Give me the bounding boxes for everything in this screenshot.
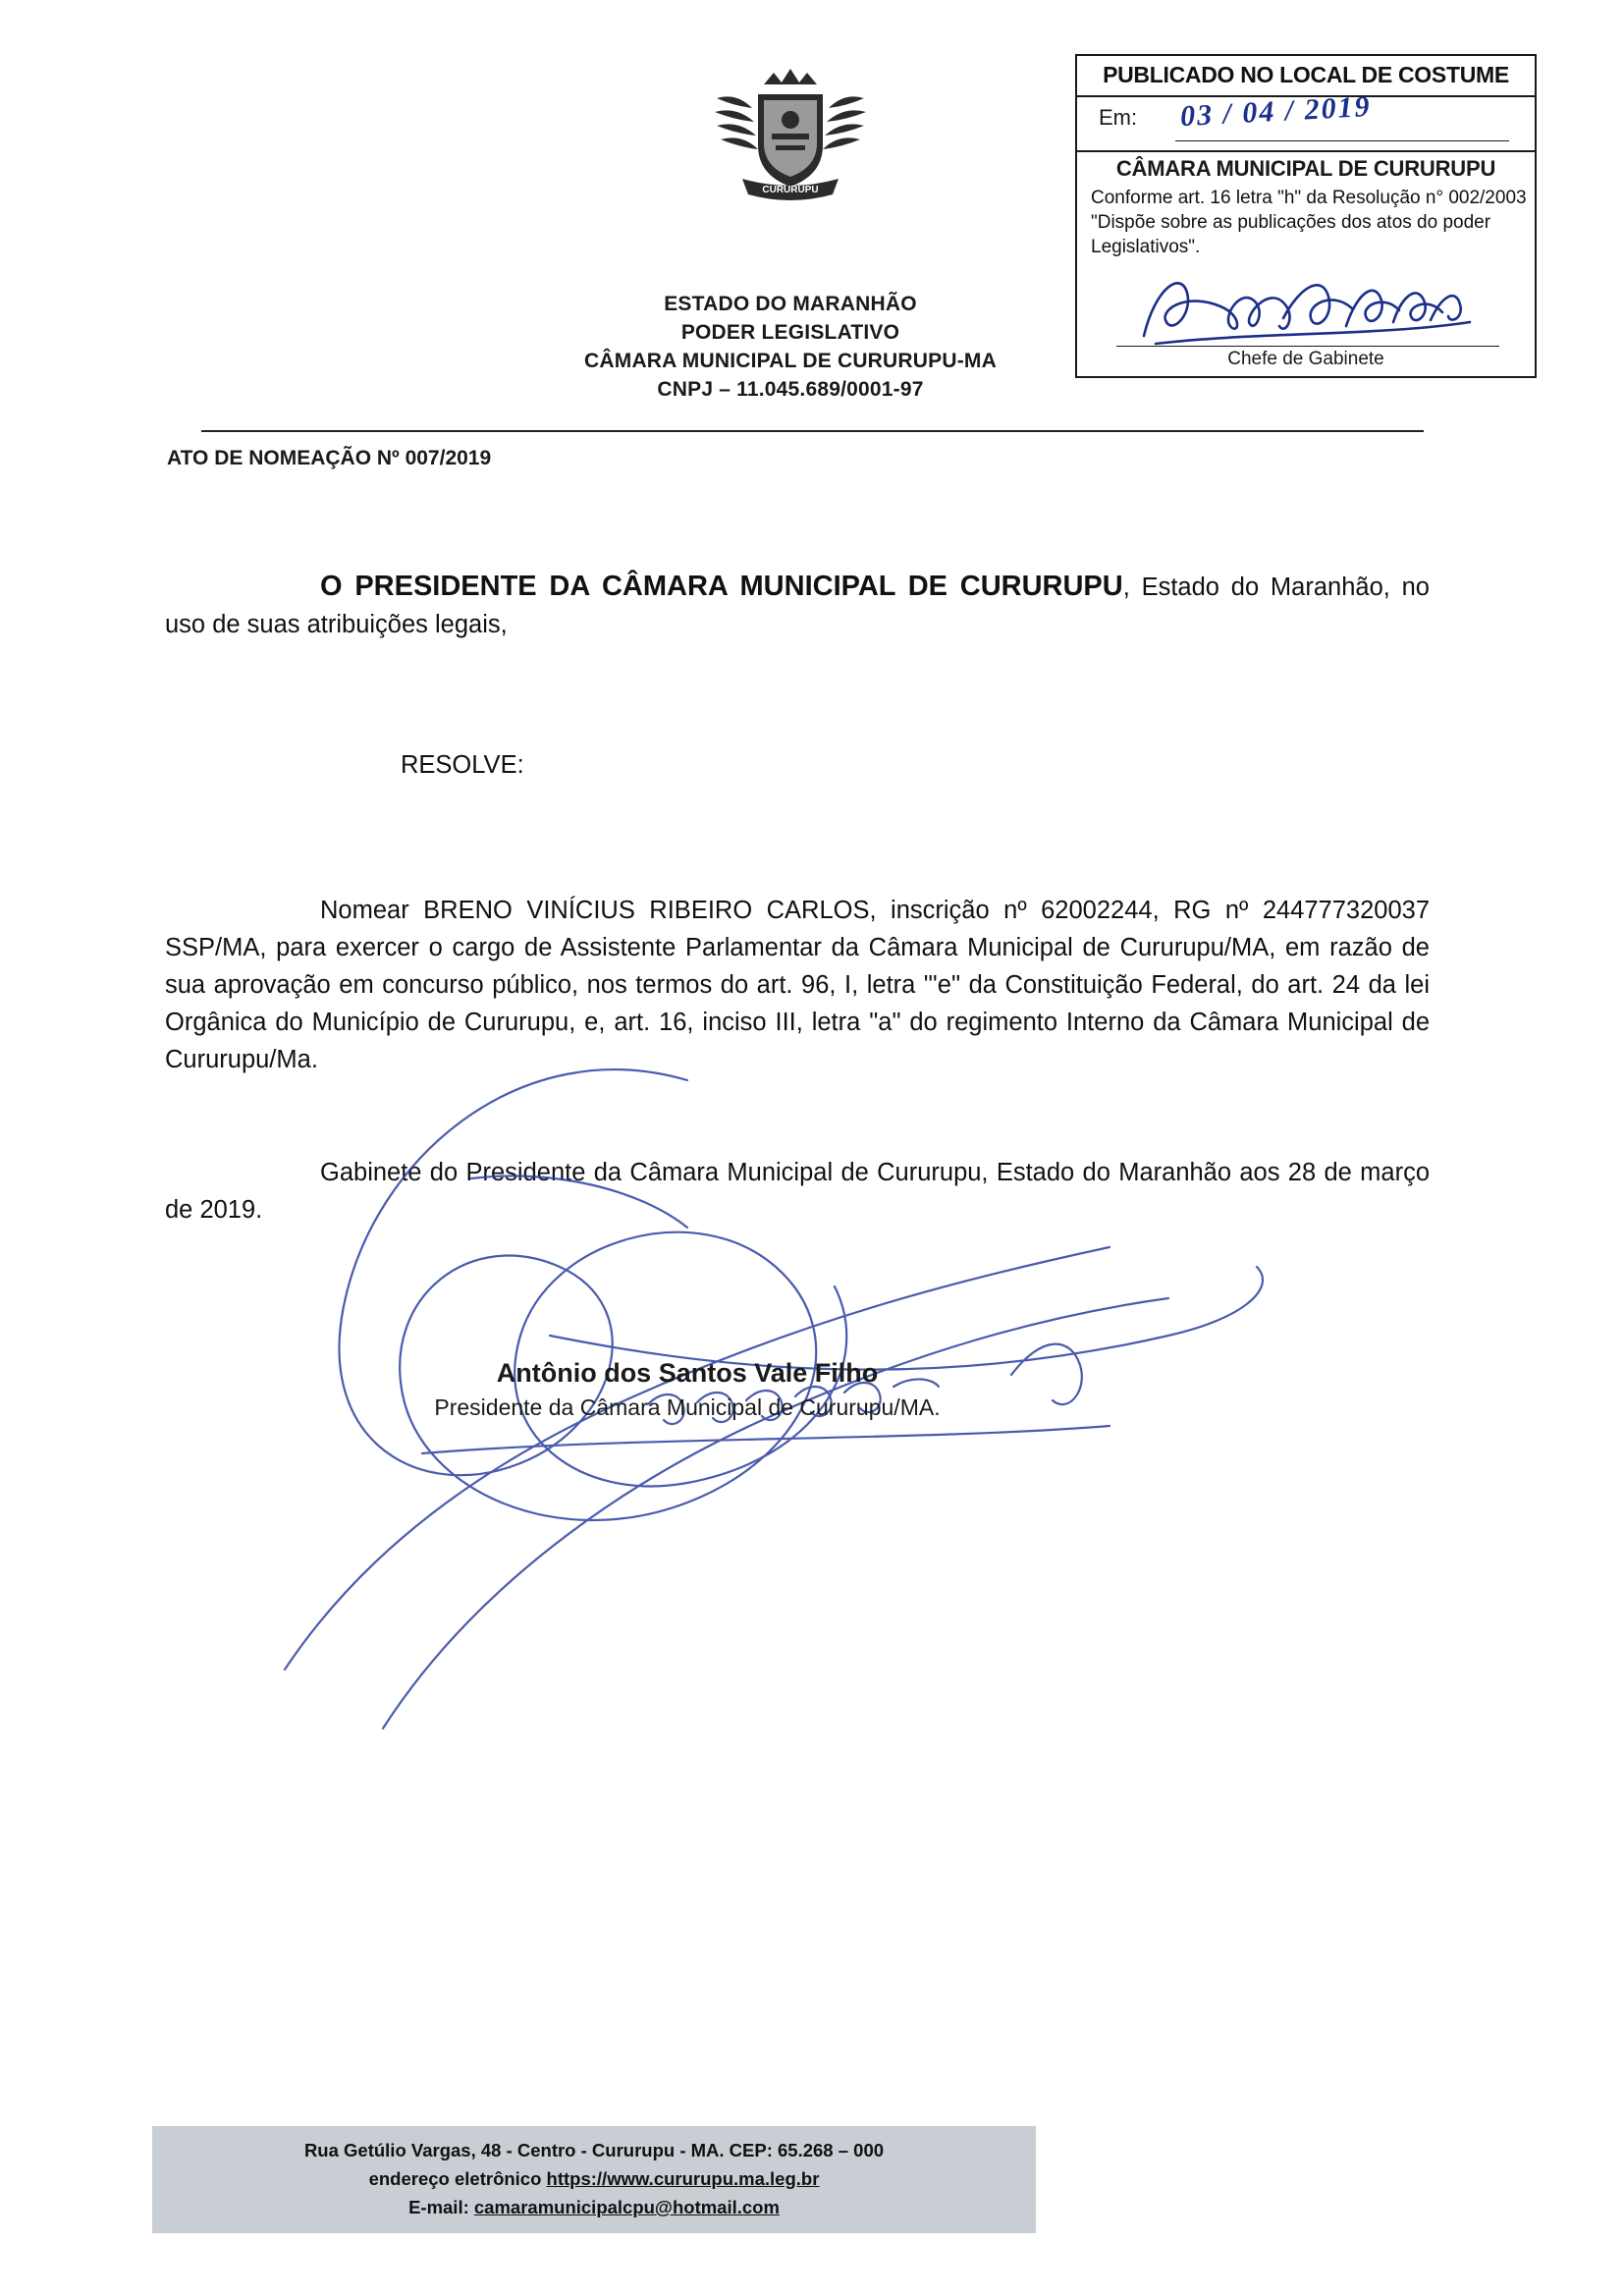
footer-email-link[interactable]: camaramunicipalcpu@hotmail.com [473, 2197, 780, 2217]
footer-address: Rua Getúlio Vargas, 48 - Centro - Cururupu - MA. CEP: 65.268 – 000 [303, 2140, 885, 2160]
footer-email-label: E-mail: [408, 2197, 474, 2217]
stamp-body-text: Conforme art. 16 letra "h" da Resolução n° 002/2003 "Dispõe sobre as publicações dos atos do poder Legislativos". [1091, 188, 1527, 257]
stamp-signature-icon [1136, 267, 1489, 355]
main-paragraph [165, 892, 1430, 1078]
org-line-state: ESTADO DO MARANHÃO [664, 293, 917, 315]
stamp-date-underline [1175, 140, 1509, 141]
intro-paragraph [165, 568, 1430, 643]
stamp-title: PUBLICADO NO LOCAL DE COSTUME [1103, 62, 1509, 87]
publication-stamp [1075, 54, 1537, 378]
stamp-role: Chefe de Gabinete [1227, 349, 1384, 369]
document-footer [152, 2126, 1036, 2233]
org-line-cnpj: CNPJ – 11.045.689/0001-97 [657, 378, 924, 401]
stamp-date-label: Em: [1099, 105, 1138, 130]
stamp-divider-mid [1077, 150, 1535, 152]
footer-website-line [152, 2164, 1036, 2193]
footer-email-line [152, 2193, 1036, 2221]
coat-of-arms-icon [707, 69, 874, 211]
footer-website-link[interactable]: https://www.cururupu.ma.leg.br [546, 2168, 820, 2189]
signer-role: Presidente da Câmara Municipal de Cururupu/MA. [434, 1394, 941, 1420]
header-divider [201, 430, 1424, 432]
signer-name: Antônio dos Santos Vale Filho [496, 1358, 879, 1388]
resolve-label: RESOLVE: [401, 751, 524, 779]
footer-website-label: endereço eletrônico [368, 2168, 547, 2189]
document-number: ATO DE NOMEAÇÃO Nº 007/2019 [167, 447, 492, 469]
svg-text:CURURUPU: CURURUPU [762, 185, 819, 195]
closing-paragraph [165, 1154, 1430, 1229]
stamp-role-underline [1116, 346, 1499, 347]
president-title: O PRESIDENTE DA CÂMARA MUNICIPAL DE CURURUPU [320, 571, 1123, 602]
main-paragraph-text: Nomear BRENO VINÍCIUS RIBEIRO CARLOS, inscrição nº 62002244, RG nº 244777320037 SSP/MA, para exercer o cargo de Assistente Parlamentar da Câmara Municipal de Cururupu/MA, em razão de sua aprovação em concurso público, nos termos do art. 96, I, letra "'e" da Constituição Federal, do art. 24 da lei Orgânica do Município de Cururupu, e, art. 16, inciso III, letra "a" do regimento Interno da Câmara Municipal de Cururupu/Ma. [165, 897, 1430, 1073]
org-line-branch: PODER LEGISLATIVO [680, 321, 900, 344]
org-line-chamber: CÂMARA MUNICIPAL DE CURURUPU-MA [584, 350, 997, 372]
intro-rest: , Estado do Maranhão, no uso de suas atribuições legais, [165, 574, 1430, 638]
stamp-date-handwritten: 03 / 04 / 2019 [1179, 89, 1373, 134]
closing-paragraph-text: Gabinete do Presidente da Câmara Municipal de Cururupu, Estado do Maranhão aos 28 de março de 2019. [165, 1159, 1430, 1224]
stamp-organization: CÂMARA MUNICIPAL DE CURURUPU [1115, 156, 1496, 181]
